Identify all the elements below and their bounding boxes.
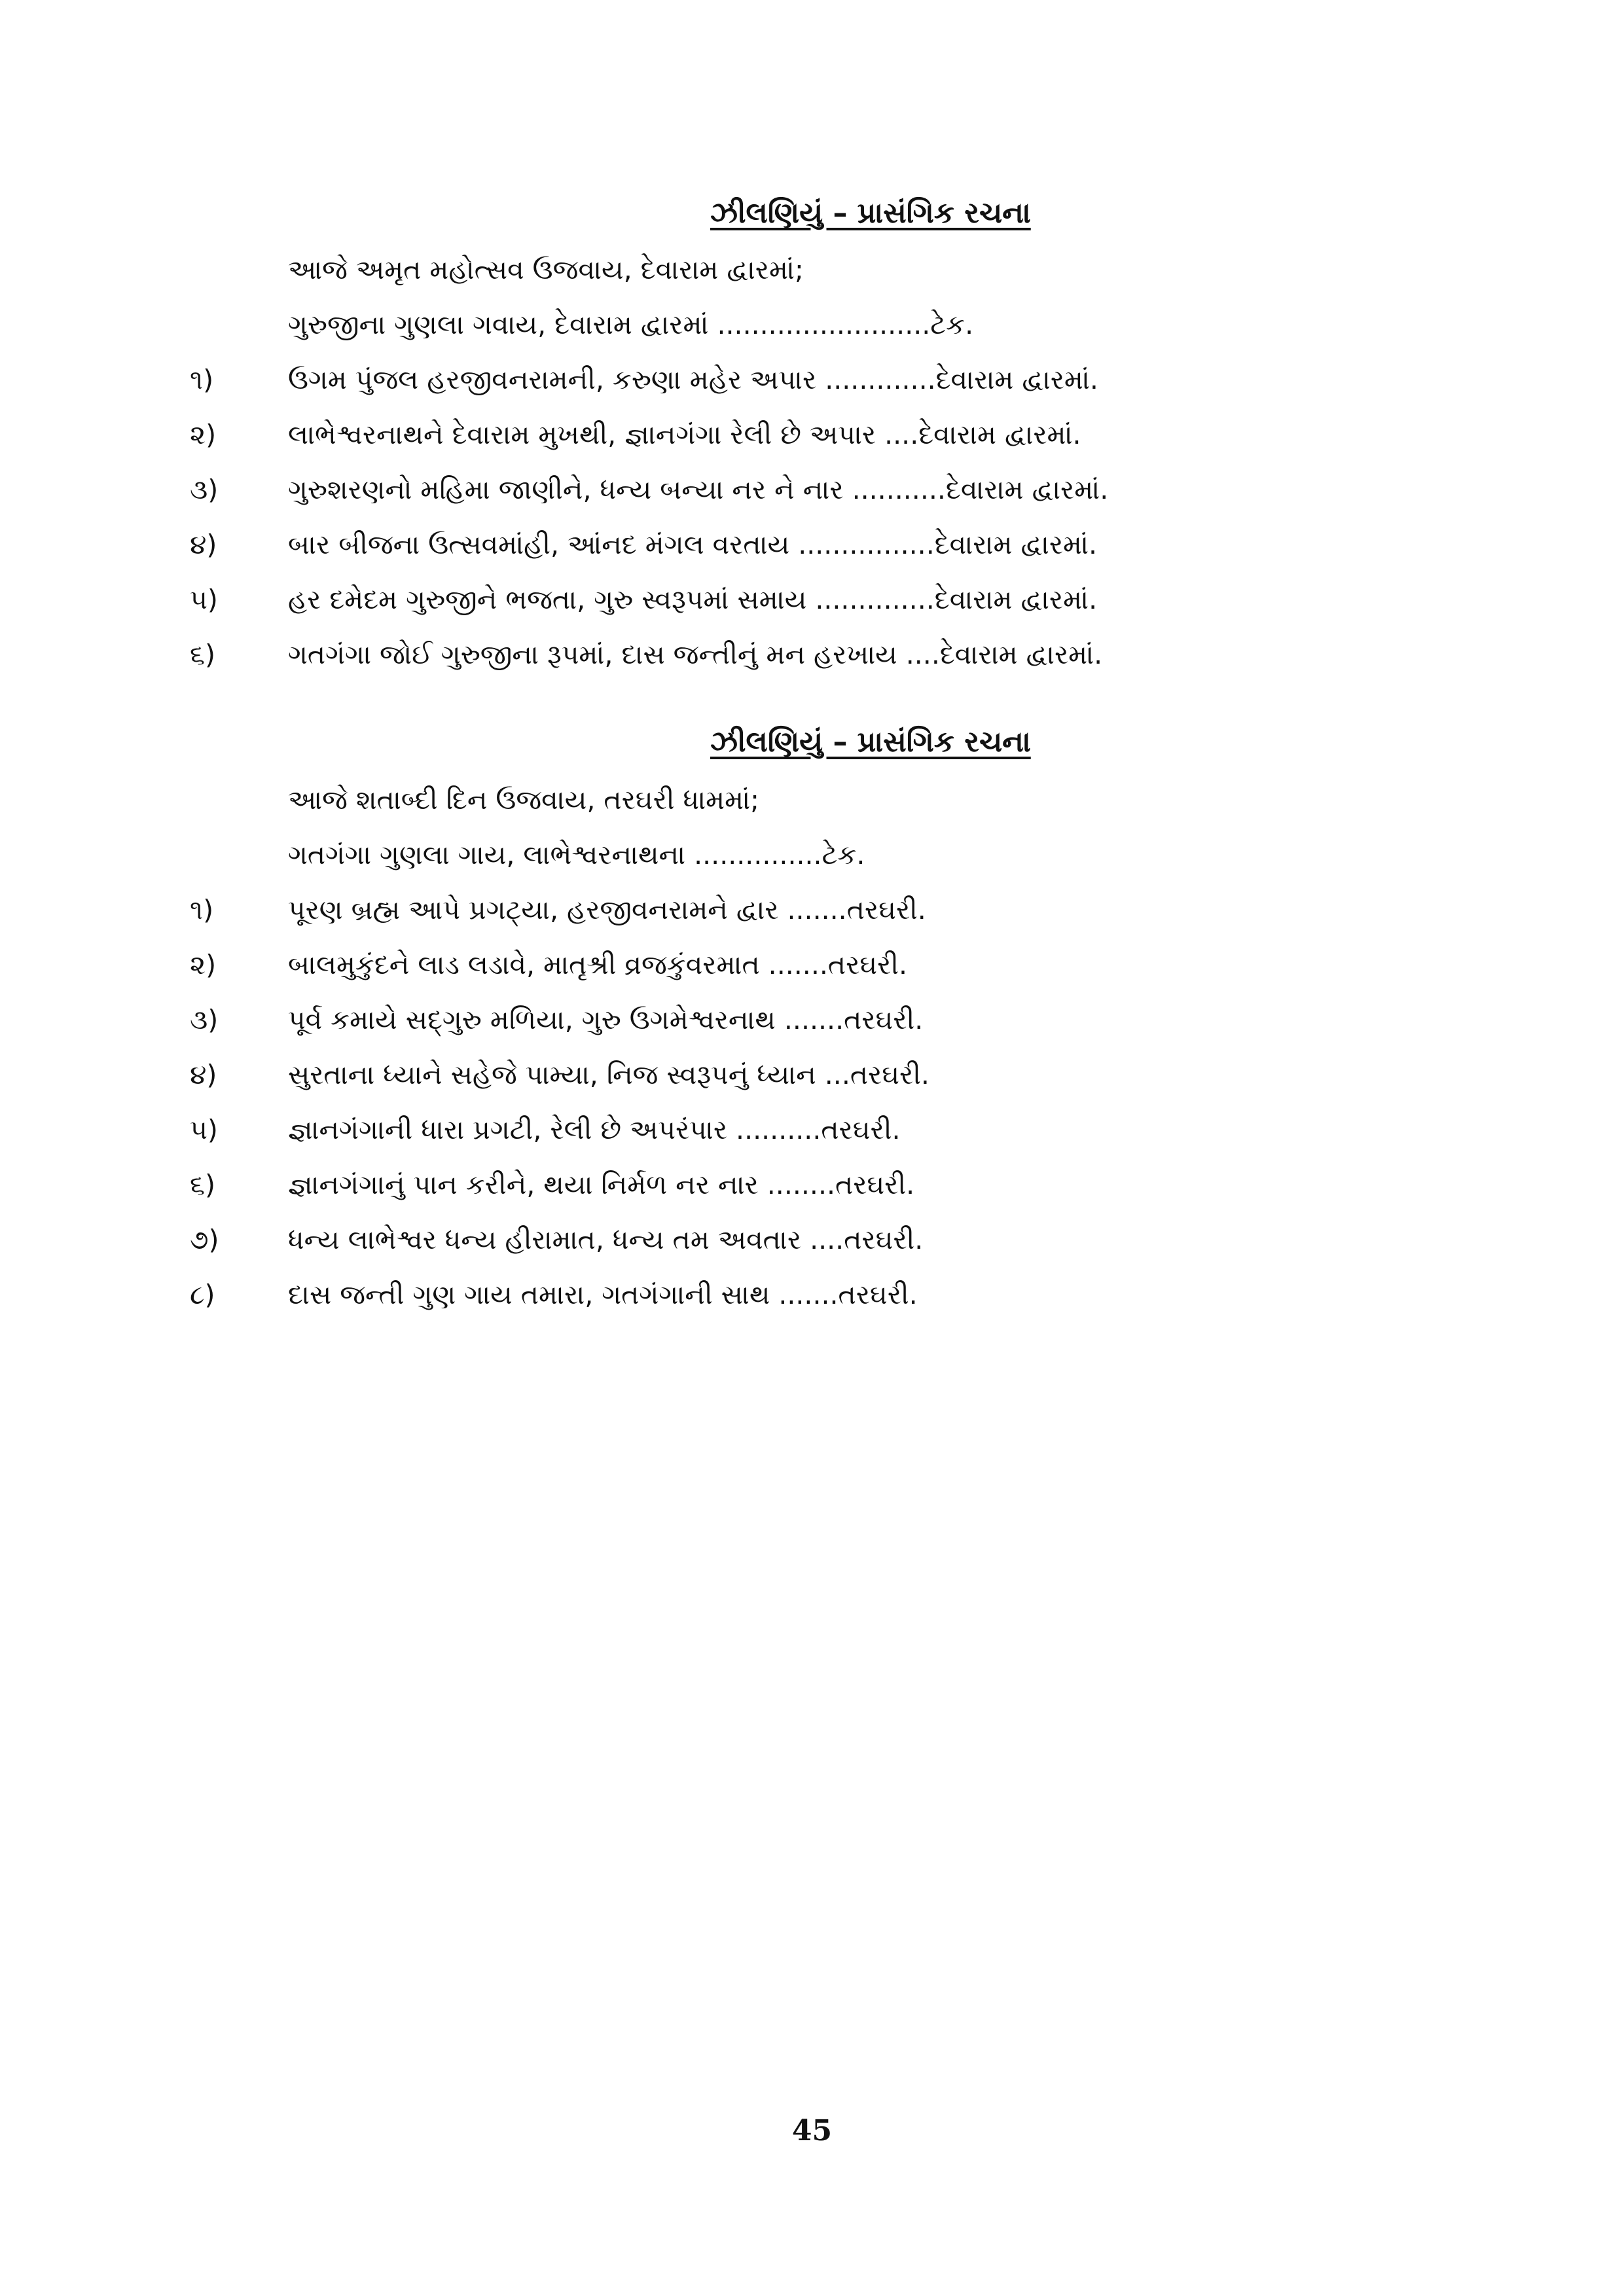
verse-line bbox=[0, 882, 1624, 937]
section-title: ઝીલણિયું – પ્રાસંગિક રચના bbox=[710, 196, 1031, 230]
verse-number: ૭) bbox=[190, 1224, 219, 1255]
verse-line bbox=[0, 1102, 1624, 1157]
verse-text: જ્ઞાનગંગાનું પાન કરીને, થયા નિર્મળ નર નાર ........તરઘરી. bbox=[288, 1169, 915, 1200]
verse-line bbox=[0, 1212, 1624, 1267]
refrain-line bbox=[0, 827, 1624, 882]
verse-line bbox=[0, 352, 1624, 407]
verse-number: ૩) bbox=[190, 474, 219, 505]
refrain-line bbox=[0, 242, 1624, 297]
verse-line bbox=[0, 1157, 1624, 1212]
verse-number: ૨) bbox=[190, 949, 217, 980]
verse-text: ઉગમ પુંજલ હરજીવનરામની, કરુણા મહેર અપાર .............દેવારામ દ્વારમાં. bbox=[288, 364, 1098, 395]
verse-line bbox=[0, 572, 1624, 627]
verse-text: દાસ જન્તી ગુણ ગાય તમારા, ગતગંગાની સાથ .......તરઘરી. bbox=[288, 1279, 918, 1310]
verse-text: ગતગંગા જોઈ ગુરુજીના રૂપમાં, દાસ જન્તીનું મન હરખાય ....દેવારામ દ્વારમાં. bbox=[288, 639, 1103, 670]
page-number: 45 bbox=[791, 2114, 833, 2147]
verse-number: ૬) bbox=[190, 1169, 215, 1200]
verse-number: ૫) bbox=[190, 584, 218, 615]
verse-number: ૬) bbox=[190, 639, 215, 670]
verse-line bbox=[0, 462, 1624, 517]
verse-number: ૪) bbox=[190, 1059, 217, 1090]
verse-number: ૮) bbox=[190, 1279, 215, 1310]
verse-text: બાર બીજના ઉત્સવમાંહી, આંનદ મંગલ વરતાય ................દેવારામ દ્વારમાં. bbox=[288, 529, 1098, 560]
verse-line bbox=[0, 937, 1624, 992]
refrain-line bbox=[0, 297, 1624, 352]
verse-text: ધન્ય લાભેશ્વર ધન્ય હીરામાત, ધન્ય તમ અવતાર ....તરઘરી. bbox=[288, 1224, 924, 1255]
verse-line bbox=[0, 1047, 1624, 1102]
verse-line bbox=[0, 517, 1624, 572]
refrain-text: ગુરુજીના ગુણલા ગવાય, દેવારામ દ્વારમાં .........................ટેક. bbox=[288, 309, 974, 340]
section-title: ઝીલણિયું – પ્રાસંગિક રચના bbox=[710, 725, 1031, 759]
verse-number: ૧) bbox=[190, 894, 214, 925]
verse-line bbox=[0, 1267, 1624, 1322]
refrain-text: ગતગંગા ગુણલા ગાય, લાભેશ્વરનાથના ...............ટેક. bbox=[288, 839, 865, 870]
verse-number: ૪) bbox=[190, 529, 217, 560]
verse-text: પૂર્વ કમાયે સદ્ગુરુ મળિયા, ગુરુ ઉગમેશ્વરનાથ .......તરઘરી. bbox=[288, 1004, 924, 1035]
verse-text: જ્ઞાનગંગાની ધારા પ્રગટી, રેલી છે અપરંપાર ..........તરઘરી. bbox=[288, 1114, 901, 1145]
verse-number: ૨) bbox=[190, 419, 217, 450]
verse-line bbox=[0, 407, 1624, 462]
verse-number: ૫) bbox=[190, 1114, 218, 1145]
verse-text: હર દમેદમ ગુરુજીને ભજતા, ગુરુ સ્વરૂપમાં સમાય ..............દેવારામ દ્વારમાં. bbox=[288, 584, 1098, 615]
verse-text: ગુરુશરણનો મહિમા જાણીને, ધન્ય બન્યા નર ને નાર ...........દેવારામ દ્વારમાં. bbox=[288, 474, 1109, 505]
refrain-line bbox=[0, 772, 1624, 827]
verse-number: ૩) bbox=[190, 1004, 219, 1035]
verse-text: લાભેશ્વરનાથને દેવારામ મુખથી, જ્ઞાનગંગા રેલી છે અપાર ....દેવારામ દ્વારમાં. bbox=[288, 419, 1081, 450]
verse-text: પૂરણ બ્રહ્મ આપે પ્રગટ્યા, હરજીવનરામને દ્વાર .......તરઘરી. bbox=[288, 894, 926, 925]
refrain-text: આજે અમૃત મહોત્સવ ઉજવાય, દેવારામ દ્વારમાં; bbox=[288, 254, 804, 285]
verse-text: બાલમુકુંદને લાડ લડાવે, માતૃશ્રી વ્રજકુંવરમાત .......તરઘરી. bbox=[288, 949, 907, 980]
verse-number: ૧) bbox=[190, 364, 214, 395]
verse-text: સુરતાના ધ્યાને સહેજે પામ્યા, નિજ સ્વરૂપનું ધ્યાન ...તરઘરી. bbox=[288, 1059, 929, 1090]
verse-line bbox=[0, 992, 1624, 1047]
refrain-text: આજે શતાબ્દી દિન ઉજવાય, તરઘરી ધામમાં; bbox=[288, 784, 759, 816]
verse-line bbox=[0, 627, 1624, 682]
